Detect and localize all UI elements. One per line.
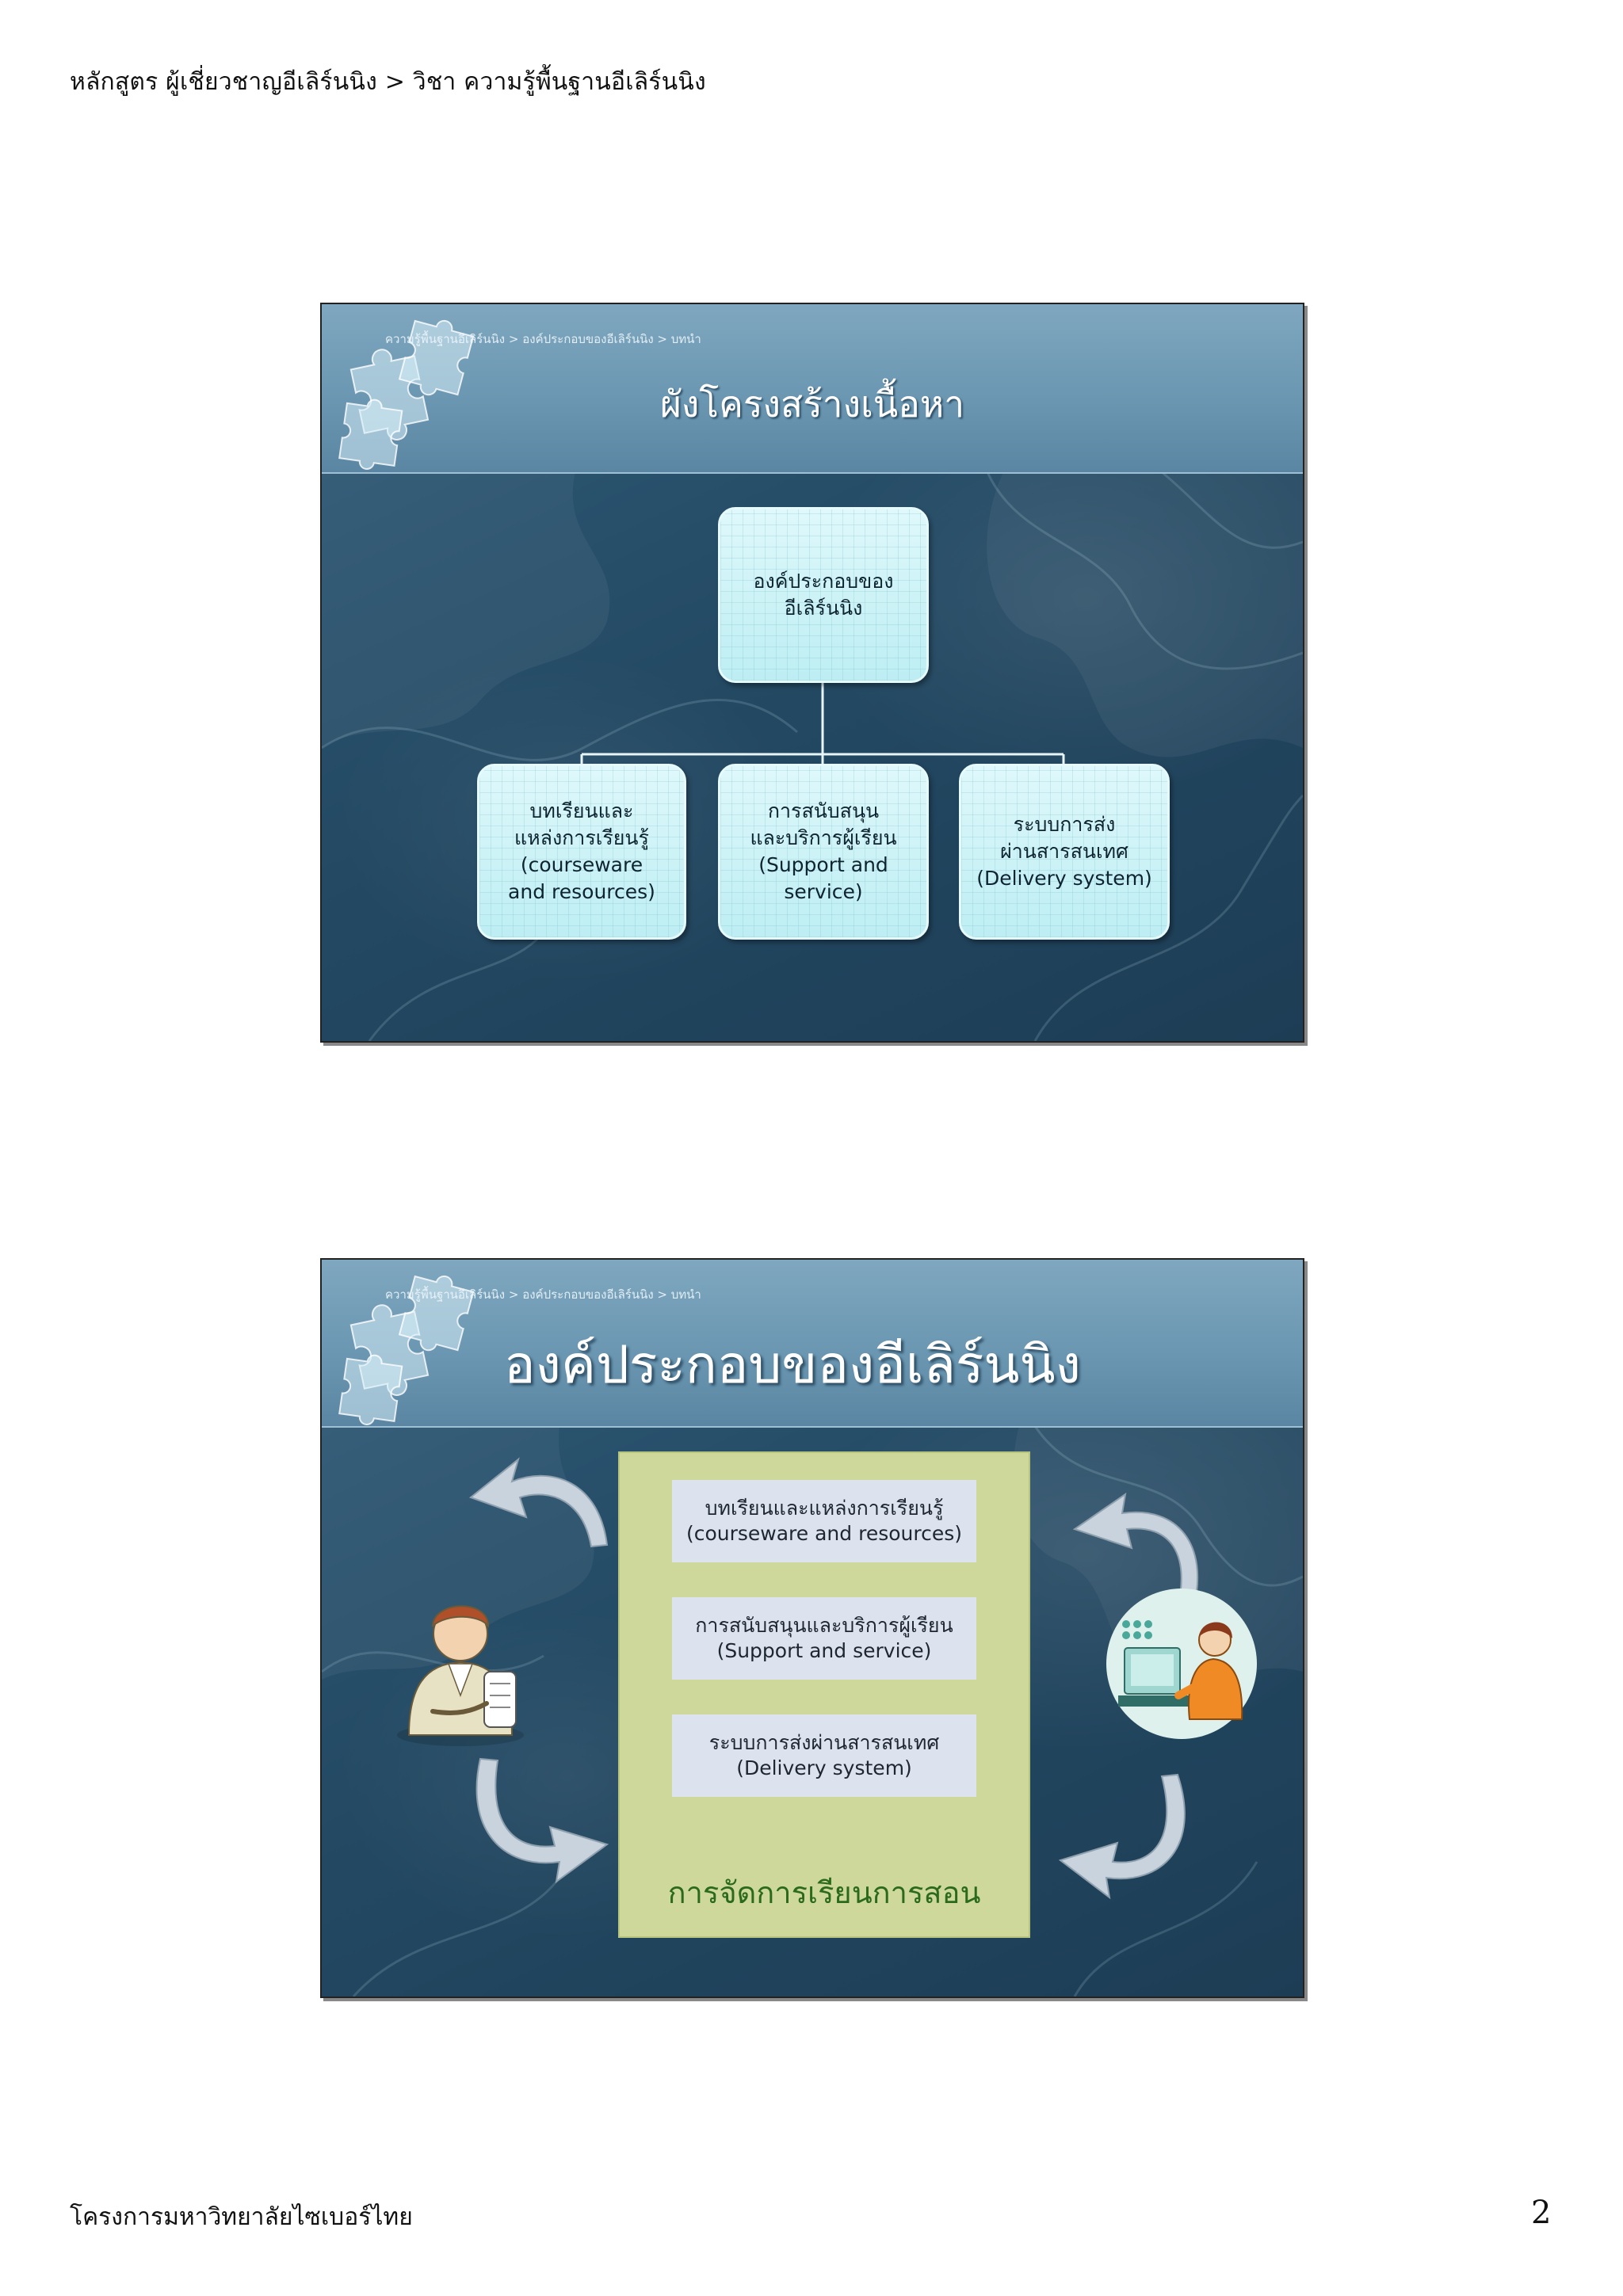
org-chart-node-support: การสนับสนุน และบริการผู้เรียน (Support and service) <box>718 764 929 940</box>
curved-arrow-bottom-left-icon <box>456 1751 615 1886</box>
curved-arrow-top-left-icon <box>456 1442 615 1561</box>
learner-at-computer-clipart-icon <box>1102 1585 1261 1743</box>
slide-breadcrumb: ความรู้พื้นฐานอีเลิร์นนิง > องค์ประกอบของอีเลิร์นนิง > บทนำ <box>385 332 701 346</box>
slide-elearning-components <box>320 1258 1304 1998</box>
slide-title: ผังโครงสร้างเนื้อหา <box>659 383 965 425</box>
page-footer: โครงการมหาวิทยาลัยไซเบอร์ไทย <box>70 2203 413 2231</box>
instructor-clipart-icon <box>385 1577 536 1751</box>
org-chart-root-node: องค์ประกอบของ อีเลิร์นนิง <box>718 507 929 683</box>
slide-breadcrumb: ความรู้พื้นฐานอีเลิร์นนิง > องค์ประกอบของอีเลิร์นนิง > บทนำ <box>385 1287 701 1302</box>
component-courseware: บทเรียนและแหล่งการเรียนรู้ (courseware and resources) <box>672 1480 976 1562</box>
slide-content-structure <box>320 303 1304 1043</box>
instruction-management-label: การจัดการเรียนการสอน <box>667 1875 981 1910</box>
component-support: การสนับสนุนและบริการผู้เรียน (Support and service) <box>672 1597 976 1680</box>
slide-title: องค์ประกอบของอีเลิร์นนิง <box>504 1334 1081 1395</box>
org-chart-node-delivery: ระบบการส่ง ผ่านสารสนเทศ (Delivery system) <box>959 764 1170 940</box>
component-delivery: ระบบการส่งผ่านสารสนเทศ (Delivery system) <box>672 1714 976 1797</box>
curved-arrow-bottom-right-icon <box>1051 1767 1209 1901</box>
page-number: 2 <box>1531 2195 1552 2231</box>
org-chart-node-courseware: บทเรียนและ แหล่งการเรียนรู้ (courseware and resources) <box>477 764 686 940</box>
instruction-management-panel <box>618 1451 1030 1938</box>
page-header: หลักสูตร ผู้เชี่ยวชาญอีเลิร์นนิง > วิชา ความรู้พื้นฐานอีเลิร์นนิง <box>70 68 706 96</box>
